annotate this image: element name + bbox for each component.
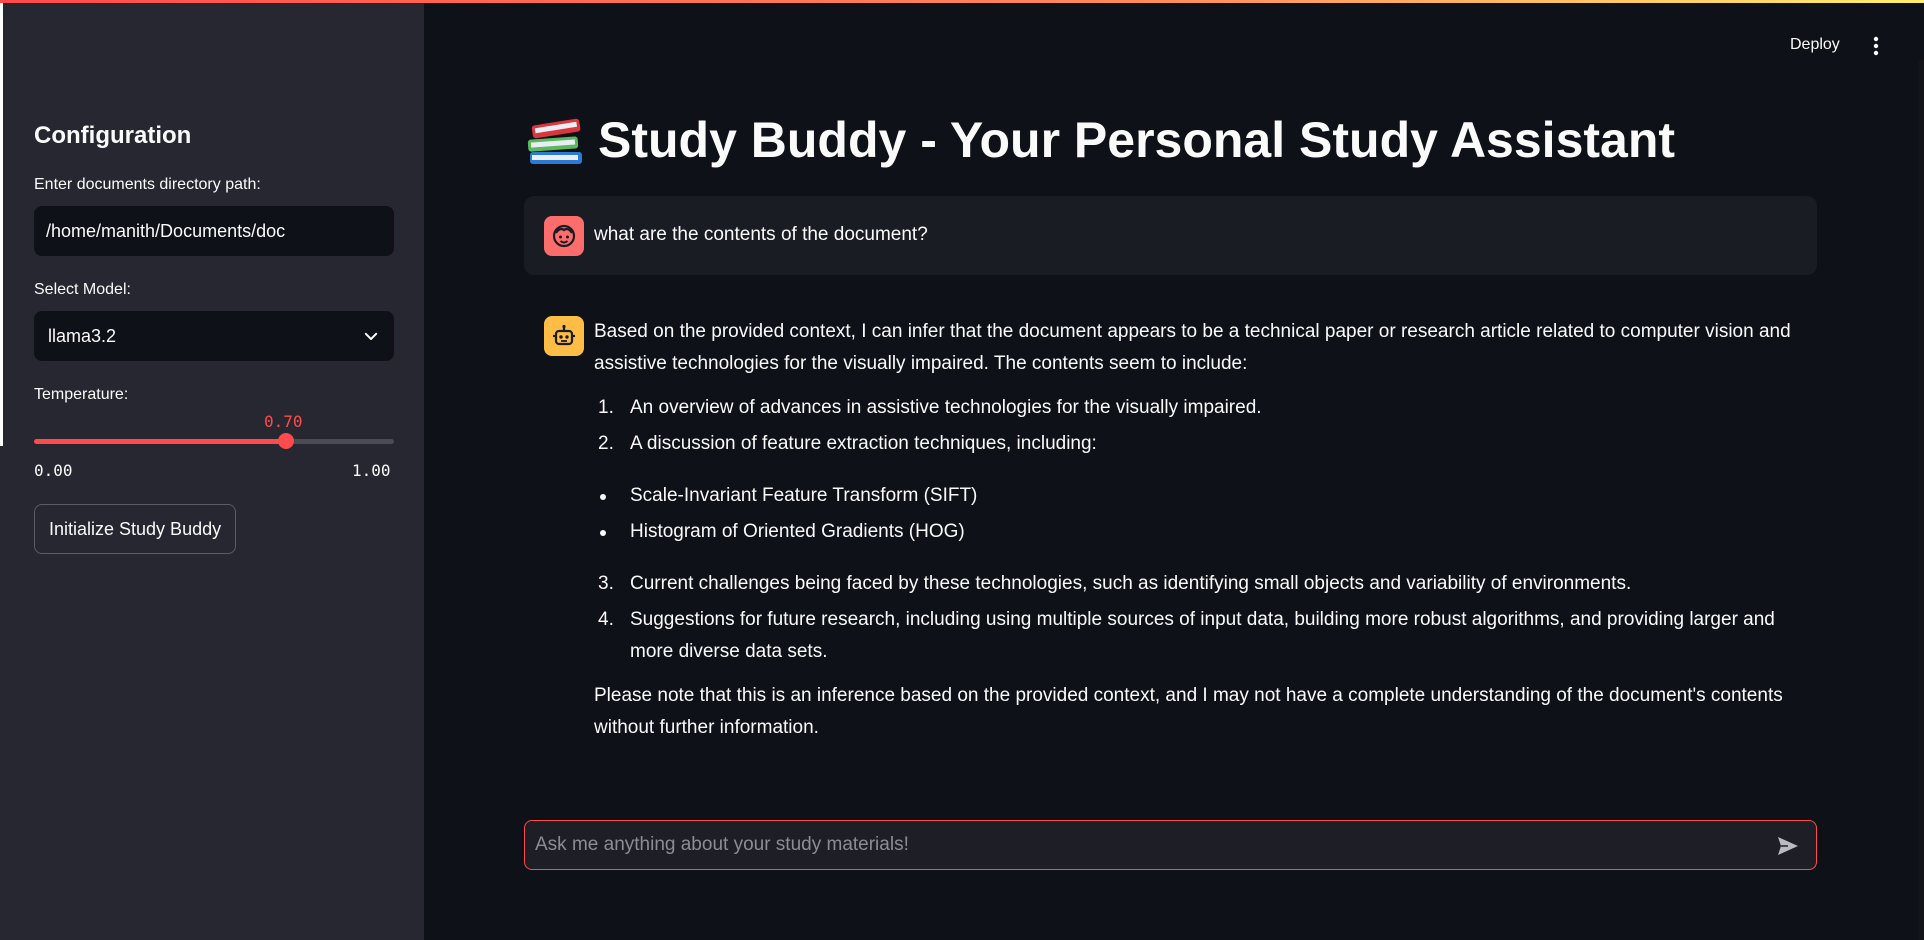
bullet-item-text: Scale-Invariant Feature Transform (SIFT): [630, 485, 978, 506]
top-accent-bar: [0, 0, 1924, 3]
model-select[interactable]: [34, 311, 394, 361]
bullet-item: [594, 516, 1794, 548]
list-number: 2.: [598, 433, 614, 454]
list-number: 3.: [598, 573, 614, 594]
temperature-slider-thumb[interactable]: [278, 433, 294, 449]
bullet-item-text: Histogram of Oriented Gradients (HOG): [630, 521, 965, 542]
bullet-dot: [600, 530, 606, 536]
scrollbar[interactable]: [1918, 60, 1924, 940]
robot-icon: [550, 322, 578, 350]
user-avatar: [544, 216, 584, 256]
send-icon[interactable]: [1776, 834, 1800, 858]
chevron-down-icon: [362, 327, 380, 345]
list-item: [594, 392, 1794, 424]
user-message: [524, 196, 1817, 275]
list-item-text: A discussion of feature extraction techniques, including:: [630, 433, 1097, 454]
list-item-text: Suggestions for future research, including using multiple sources of input data, building more robust algorithms, and providing larger and more diverse data sets.: [630, 609, 1775, 662]
chat-input[interactable]: [535, 821, 1755, 869]
sidebar-title: Configuration: [34, 122, 192, 149]
page-title: [524, 108, 1675, 172]
list-item: [594, 604, 1794, 668]
page-title-text: Study Buddy - Your Personal Study Assistant: [598, 112, 1676, 168]
user-face-icon: [550, 222, 578, 250]
bot-intro: Based on the provided context, I can infer that the document appears to be a technical paper or research article related to computer vision and assistive technologies for the visually impaired. The contents seem to include:: [594, 321, 1791, 374]
bullet-item: [594, 480, 1794, 512]
kebab-vertical-icon[interactable]: [1866, 34, 1886, 58]
docs-path-input[interactable]: [34, 206, 394, 256]
list-number: 1.: [598, 397, 614, 418]
initialize-button[interactable]: Initialize Study Buddy: [34, 504, 236, 554]
temperature-slider[interactable]: [34, 439, 394, 444]
list-item-text: An overview of advances in assistive technologies for the visually impaired.: [630, 397, 1262, 418]
list-item: [594, 428, 1794, 460]
bot-avatar: [544, 316, 584, 356]
docs-path-label: Enter documents directory path:: [34, 176, 261, 193]
list-item: [594, 568, 1794, 600]
model-select-value: llama3.2: [48, 325, 117, 346]
bullet-dot: [600, 494, 606, 500]
sidebar: [0, 0, 424, 940]
temperature-max: 1.00: [352, 461, 391, 480]
temperature-value: 0.70: [264, 412, 303, 431]
temperature-min: 0.00: [34, 461, 73, 480]
window-edge: [0, 0, 3, 446]
bot-message: [594, 316, 1794, 744]
deploy-button[interactable]: Deploy: [1790, 36, 1840, 53]
chat-input-box: [524, 820, 1817, 870]
model-label: Select Model:: [34, 281, 131, 298]
books-icon: [524, 108, 588, 172]
temperature-slider-fill: [34, 439, 286, 444]
list-item-text: Current challenges being faced by these technologies, such as identifying small objects and variability of environments.: [630, 573, 1632, 594]
temperature-label: Temperature:: [34, 386, 129, 403]
bot-outro: Please note that this is an inference based on the provided context, and I may not have a complete understanding of the document's contents without further information.: [594, 685, 1783, 738]
user-message-text: what are the contents of the document?: [594, 224, 928, 245]
list-number: 4.: [598, 609, 614, 630]
